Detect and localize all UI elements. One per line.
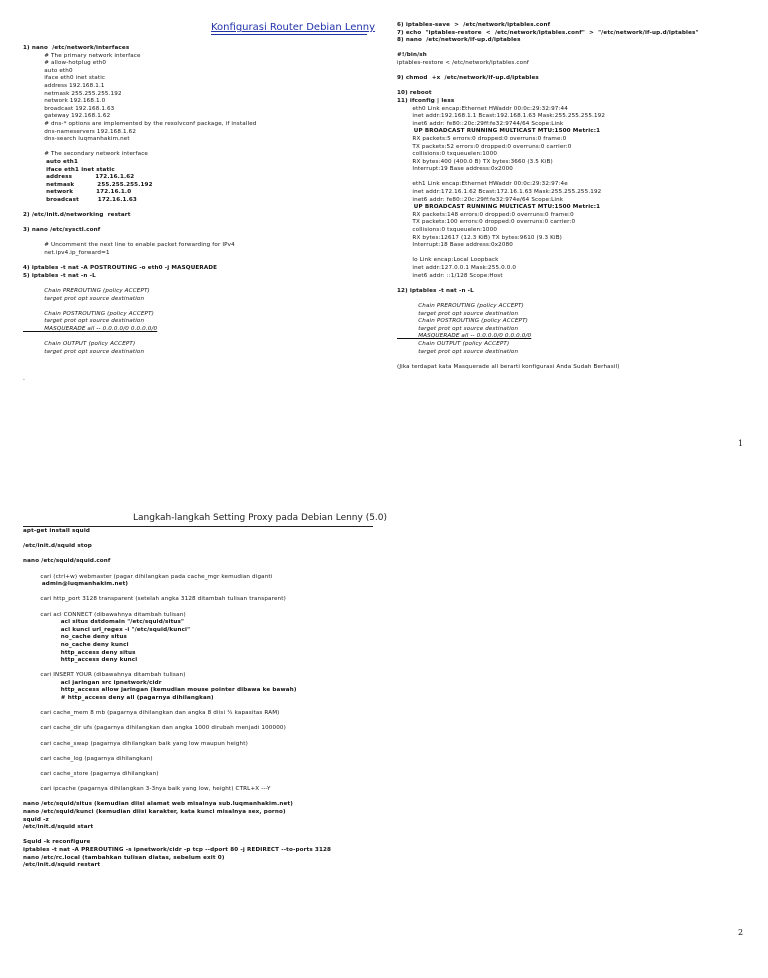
text-line xyxy=(23,748,743,756)
text-line: Chain OUTPUT (policy ACCEPT) xyxy=(23,341,136,348)
text-line xyxy=(397,174,757,182)
text-line xyxy=(23,258,383,266)
page1-right-column xyxy=(397,22,757,371)
text-line: no_cache deny situs xyxy=(23,634,127,641)
text-line: dns-nameservers 192.168.1.62 xyxy=(23,128,137,135)
text-line: RX bytes:400 (400.0 B) TX bytes:3660 (3.5 KiB) xyxy=(397,158,553,165)
text-line: /etc/init.d/squid start xyxy=(23,824,94,831)
text-line: Chain PREROUTING (policy ACCEPT) xyxy=(23,288,150,294)
text-line: http_access deny situs xyxy=(23,649,136,656)
text-line xyxy=(397,295,757,303)
text-line: inet addr:127.0.0.1 Mask:255.0.0.0 xyxy=(397,265,517,271)
page2-number: 2 xyxy=(738,928,744,937)
text-line xyxy=(23,779,743,787)
text-line: Chain POSTROUTING (policy ACCEPT) xyxy=(397,318,528,325)
text-line xyxy=(23,235,383,243)
text-line: http_access allow jaringan (kemudian mouse pointer dibawa ke bawah) xyxy=(23,687,297,694)
text-line: # The secondary network interface xyxy=(23,151,149,158)
text-line: #!/bin/sh xyxy=(397,52,427,59)
text-line xyxy=(23,665,743,673)
text-line: address 172.16.1.62 xyxy=(23,174,135,181)
text-line xyxy=(23,334,383,342)
text-line xyxy=(23,832,743,840)
text-line: (Jika terdapat kata Masquerade all berarti konfigurasi Anda Sudah Berhasil) xyxy=(397,363,620,370)
text-line xyxy=(23,566,743,574)
text-line: MASQUERADE all -- 0.0.0.0/0 0.0.0.0/0 xyxy=(23,325,158,332)
text-line: iptables -t nat -A PREROUTING -s ipnetwork/cidr -p tcp --dport 80 -j REDIRECT --to-ports 3128 xyxy=(23,846,332,853)
text-line xyxy=(23,220,383,228)
text-line: http_access deny kunci xyxy=(23,657,138,664)
text-line: iface eth1 inet static xyxy=(23,166,115,173)
text-line: TX packets:52 errors:0 dropped:0 overruns:0 carrier:0 xyxy=(397,143,572,150)
text-line: target prot opt source destination xyxy=(397,348,519,355)
text-line: collisions:0 txqueuelen:1000 xyxy=(397,151,498,158)
text-line: cari ipcache (pagarnya dihilangkan 3-3nya baik yang low, height) CTRL+X ---Y xyxy=(23,786,271,793)
title-rule xyxy=(23,526,373,527)
text-line: inet addr:192.168.1.1 Bcast:192.168.1.63 Mask:255.255.255.192 xyxy=(397,113,606,120)
text-line: 9) chmod +x /etc/network/if-up.d/iptables xyxy=(397,75,539,82)
text-line xyxy=(397,45,757,53)
text-line xyxy=(23,303,383,311)
text-line: # Uncomment the next line to enable packet forwarding for IPv4 xyxy=(23,242,235,249)
text-line xyxy=(23,718,743,726)
text-line xyxy=(397,280,757,288)
text-line: RX packets:148 errors:0 dropped:0 overruns:0 frame:0 xyxy=(397,211,574,218)
text-line: network 172.16.1.0 xyxy=(23,189,132,196)
text-line: target prot opt source destination xyxy=(23,295,145,302)
text-line: # The primary network interface xyxy=(23,52,141,59)
text-line: UP BROADCAST RUNNING MULTICAST MTU:1500 Metric:1 xyxy=(397,204,601,211)
text-line: cari cache_log (pagarnya dihilangkan) xyxy=(23,755,153,762)
text-line: Chain OUTPUT (policy ACCEPT) xyxy=(397,340,510,347)
text-line: target prot opt source destination xyxy=(23,348,145,355)
text-line: inet addr:172.16.1.62 Bcast:172.16.1.63 Mask:255.255.255.192 xyxy=(397,189,602,196)
text-line: lo Link encap:Local Loopback xyxy=(397,257,499,264)
text-line: auto eth1 xyxy=(23,158,78,165)
text-line: nano /etc/squid/situs (kemudian diisi alamat web misalnya sub.luqmanhakim.net) xyxy=(23,801,293,808)
text-line: 7) echo "iptables-restore < /etc/network/iptables.conf" > "/etc/network/if-up.d/iptables" xyxy=(397,29,699,36)
text-line: target prot opt source destination xyxy=(397,325,519,332)
bullet-marker: . xyxy=(23,375,25,382)
text-line: dns-search luqmanhakim.net xyxy=(23,136,130,143)
text-line: 1) nano /etc/network/interfaces xyxy=(23,45,130,51)
text-line: 11) ifconfig | less xyxy=(397,97,455,104)
text-line: RX bytes:12617 (12.3 KiB) TX bytes:9610 (9.3 KiB) xyxy=(397,234,563,241)
text-line: address 192.168.1.1 xyxy=(23,82,105,89)
text-line: iptables-restore < /etc/network/iptables.conf xyxy=(397,59,530,66)
text-line xyxy=(397,250,757,258)
text-line: # allow-hotplug eth0 xyxy=(23,60,107,67)
text-line: UP BROADCAST RUNNING MULTICAST MTU:1500 Metric:1 xyxy=(397,128,601,135)
page2-title: Langkah-langkah Setting Proxy pada Debian Lenny (5.0) xyxy=(133,513,388,523)
text-line: 10) reboot xyxy=(397,90,432,97)
text-line xyxy=(397,356,757,364)
text-line: acl situs dstdomain "/etc/squid/situs" xyxy=(23,619,185,626)
text-line: 2) /etc/init.d/networking restart xyxy=(23,212,131,219)
text-line xyxy=(23,551,743,559)
text-line: inet6 addr: fe80::20c:29ff:fe32:974e/64 Scope:Link xyxy=(397,196,564,203)
text-line xyxy=(23,536,743,544)
page1-left-column xyxy=(23,45,383,356)
page2-body xyxy=(23,528,743,870)
text-line xyxy=(23,589,743,597)
text-line: 6) iptables-save > /etc/network/iptables.conf xyxy=(397,22,551,28)
text-line: no_cache deny kunci xyxy=(23,641,129,648)
text-line: cari http_port 3128 transparent (setelah angka 3128 ditambah tulisan transparent) xyxy=(23,596,286,603)
text-line xyxy=(23,794,743,802)
text-line: network 192.168.1.0 xyxy=(23,98,106,105)
text-line: 4) iptables -t nat -A POSTROUTING -o eth0 -j MASQUERADE xyxy=(23,265,218,272)
text-line xyxy=(23,604,743,612)
text-line: 5) iptables -t nat -n -L xyxy=(23,272,96,279)
text-line: cari acl CONNECT (dibawahnya ditambah tulisan) xyxy=(23,611,186,618)
text-line: Interrupt:18 Base address:0x2080 xyxy=(397,242,513,249)
text-line: target prot opt source destination xyxy=(23,318,145,325)
text-line: cari cache_swap (pagarnya dihilangkan baik yang low maupun height) xyxy=(23,740,248,747)
text-line: Chain PREROUTING (policy ACCEPT) xyxy=(397,302,524,309)
text-line: netmask 255.255.255.192 xyxy=(23,181,153,188)
text-line: auto eth0 xyxy=(23,67,73,74)
text-line: target prot opt source destination xyxy=(397,310,519,317)
page1-title: Konfigurasi Router Debian Lenny xyxy=(211,22,375,33)
title-underline xyxy=(211,34,367,35)
text-line: nano /etc/squid/kunci (kemudian diisi karakter, kata kunci misalnya sex, porno) xyxy=(23,808,286,815)
text-line xyxy=(23,144,383,152)
text-line xyxy=(397,83,757,91)
text-line: broadcast 172.16.1.63 xyxy=(23,196,137,203)
text-line: MASQUERADE all -- 0.0.0.0/0 0.0.0.0/0 xyxy=(397,333,532,340)
text-line: collisions:0 txqueuelen:1000 xyxy=(397,227,498,234)
text-line: 12) iptables -t nat -n -L xyxy=(397,287,474,294)
text-line: gateway 192.168.1.62 xyxy=(23,113,111,120)
text-line: TX packets:100 errors:0 dropped:0 overruns:0 carrier:0 xyxy=(397,219,576,226)
page1-number: 1 xyxy=(738,439,744,448)
text-line: Squid -k reconfigure xyxy=(23,839,91,846)
text-line: acl jaringan src ipnetwork/cidr xyxy=(23,679,162,686)
text-line: # dns-* options are implemented by the resolvconf package, if installed xyxy=(23,120,257,127)
text-line: /etc/init.d/squid restart xyxy=(23,862,101,869)
text-line: 8) nano /etc/network/if-up.d/iptables xyxy=(397,37,521,44)
text-line: net.ipv4.ip_forward=1 xyxy=(23,250,110,257)
text-line: acl kunci url_regex -i "/etc/squid/kunci" xyxy=(23,626,191,633)
text-line xyxy=(23,204,383,212)
text-line: cari cache_dir ufs (pagarnya dihilangkan dan angka 1000 dirubah menjadi 100000) xyxy=(23,725,286,732)
text-line: eth1 Link encap:Ethernet HWaddr 00:0c:29:32:97:4e xyxy=(397,181,568,188)
text-line xyxy=(23,733,743,741)
text-line: Interrupt:19 Base address:0x2000 xyxy=(397,166,513,173)
text-line: cari INSERT YOUR (dibawahnya ditambah tulisan) xyxy=(23,672,186,679)
text-line: 3) nano /etc/sysctl.conf xyxy=(23,227,101,234)
text-line: RX packets:5 errors:0 dropped:0 overruns:0 frame:0 xyxy=(397,135,567,142)
text-line: cari cache_store (pagarnya dihilangkan) xyxy=(23,771,159,777)
text-line xyxy=(23,703,743,711)
text-line: inet6 addr: fe80::20c:29ff:fe32:9744/64 Scope:Link xyxy=(397,120,564,127)
text-line xyxy=(23,280,383,288)
text-line: netmask 255.255.255.192 xyxy=(23,90,122,97)
text-line: eth0 Link encap:Ethernet HWaddr 00:0c:29:32:97:44 xyxy=(397,105,568,112)
text-line: iface eth0 inet static xyxy=(23,75,106,82)
text-line: Chain POSTROUTING (policy ACCEPT) xyxy=(23,310,154,317)
text-line xyxy=(397,68,757,76)
text-line xyxy=(23,763,743,771)
text-line: broadcast 192.168.1.63 xyxy=(23,105,115,112)
text-line: # http_access deny all (pagarnya dihilangkan) xyxy=(23,695,214,702)
text-line: cari (ctrl+w) webmaster (pagar dihilangkan pada cache_mgr kemudian diganti xyxy=(23,573,273,580)
text-line: cari cache_mem 8 mb (pagarnya dihilangkan dan angka 8 diisi ¼ kapasitas RAM) xyxy=(23,710,280,717)
text-line: nano /etc/rc.local (tambahkan tulisan diatas, sebelum exit 0) xyxy=(23,854,225,861)
text-line: inet6 addr: ::1/128 Scope:Host xyxy=(397,272,503,279)
text-line: nano /etc/squid/squid.conf xyxy=(23,558,111,565)
text-line: squid -z xyxy=(23,816,49,823)
text-line: apt-get install squid xyxy=(23,528,91,534)
text-line: /etc/init.d/squid stop xyxy=(23,543,92,550)
text-line: admin@luqmanhakim.net) xyxy=(23,581,129,588)
